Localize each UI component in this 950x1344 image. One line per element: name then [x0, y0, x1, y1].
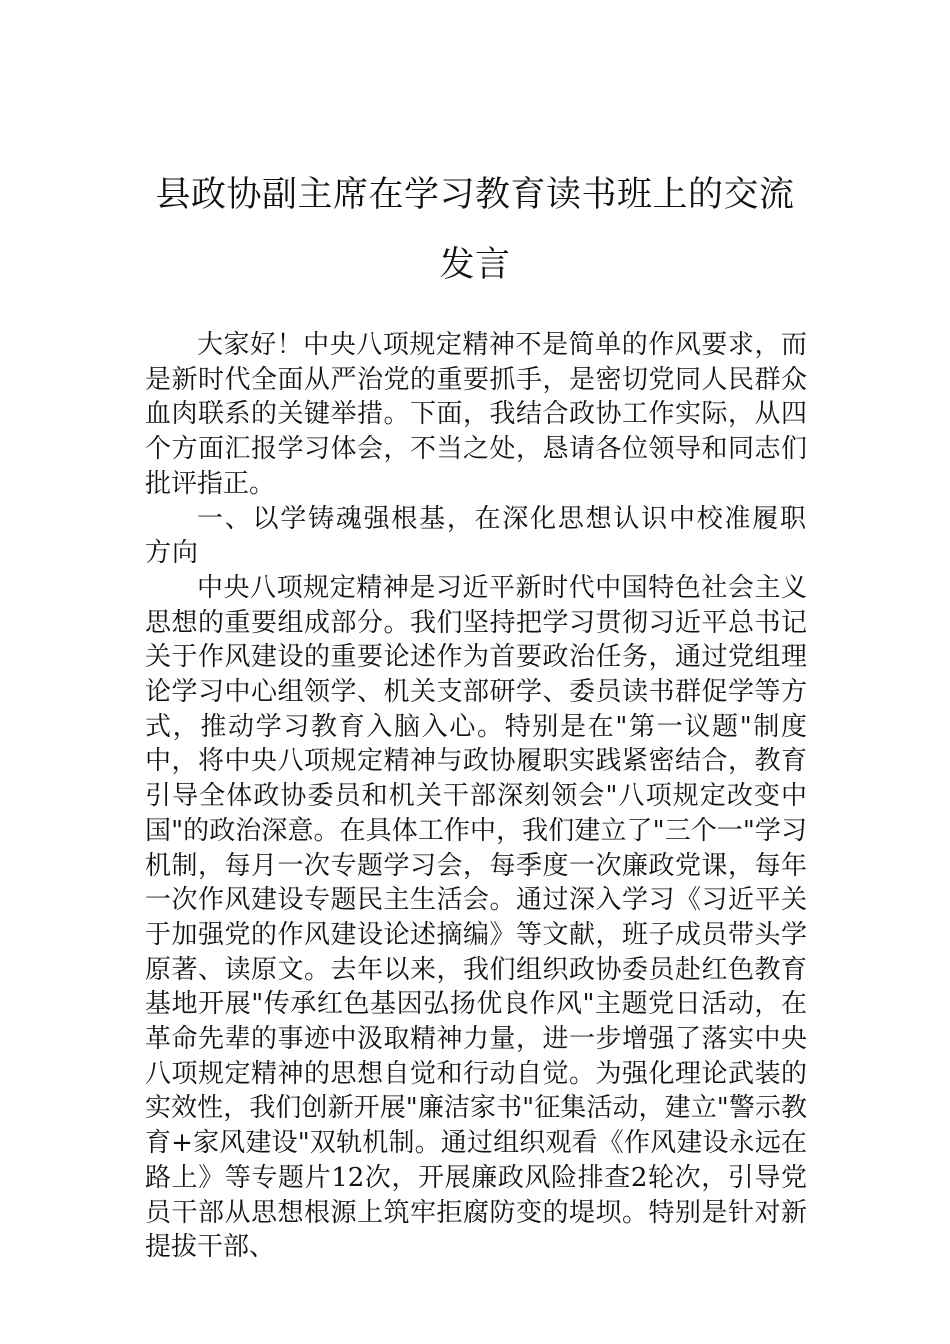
- section-heading-1: 一、以学铸魂强根基，在深化思想认识中校准履职方向: [145, 503, 807, 569]
- document-title: [130, 160, 820, 300]
- title-line-1: 县政协副主席在学习教育读书班上的交流: [155, 175, 795, 215]
- intro-paragraph: 大家好！中央八项规定精神不是简单的作风要求，而是新时代全面从严治党的重要抓手，是密切党同人民群众血肉联系的关键举措。下面，我结合政协工作实际，从四个方面汇报学习体会，不当之处，恳请各位领导和同志们批评指正。: [145, 330, 807, 499]
- body-paragraph: 中央八项规定精神是习近平新时代中国特色社会主义思想的重要组成部分。我们坚持把学习贯彻习近平总书记关于作风建设的重要论述作为首要政治任务，通过党组理论学习中心组领学、机关支部研学、委员读书群促学等方式，推动学习教育入脑入心。特别是在"第一议题"制度中，将中央八项规定精神与政协履职实践紧密结合，教育引导全体政协委员和机关干部深刻领会"八项规定改变中国"的政治深意。在具体工作中，我们建立了"三个一"学习机制，每月一次专题学习会，每季度一次廉政党课，每年一次作风建设专题民主生活会。通过深入学习《习近平关于加强党的作风建设论述摘编》等文献，班子成员带头学原著、读原文。去年以来，我们组织政协委员赴红色教育基地开展"传承红色基因弘扬优良作风"主题党日活动，在革命先辈的事迹中汲取精神力量，进一步增强了落实中央八项规定精神的思想自觉和行动自觉。为强化理论武装的实效性，我们创新开展"廉洁家书"征集活动，建立"警示教育+家风建设"双轨机制。通过组织观看《作风建设永远在路上》等专题片12次，开展廉政风险排查2轮次，引导党员干部从思想根源上筑牢拒腐防变的堤坝。特别是针对新提拔干部、: [145, 572, 807, 1263]
- title-line-2: 发言: [439, 245, 511, 285]
- document-body: [145, 328, 807, 1265]
